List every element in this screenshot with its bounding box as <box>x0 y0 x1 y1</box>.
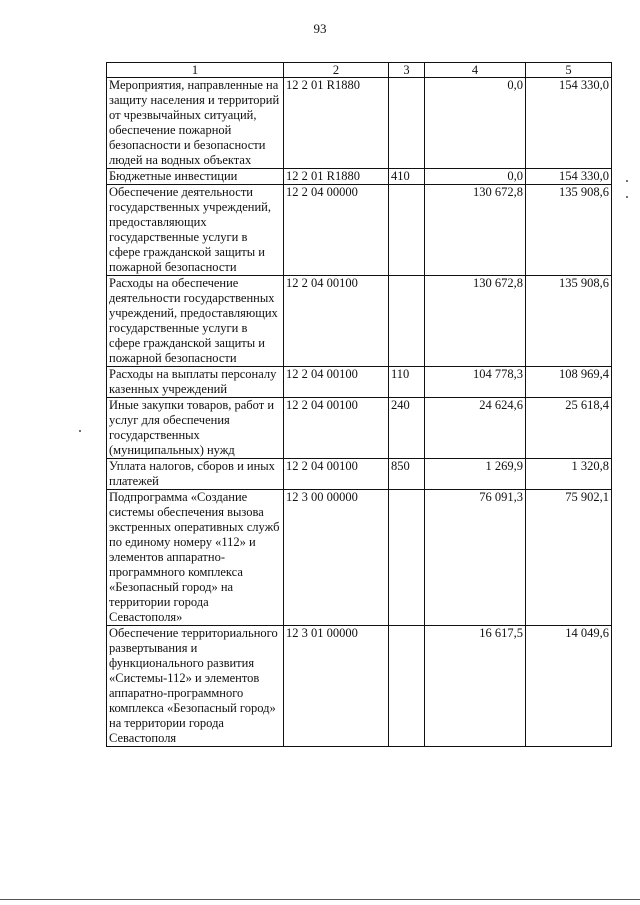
row-value-5: 14 049,6 <box>526 626 612 747</box>
page-number: 93 <box>313 21 327 36</box>
row-expense-type <box>389 276 425 367</box>
column-header-value-5: 5 <box>526 63 612 78</box>
row-value-5: 75 902,1 <box>526 490 612 626</box>
row-value-4: 16 617,5 <box>425 626 526 747</box>
table-row <box>107 490 612 626</box>
table-row <box>107 367 612 398</box>
row-expense-type: 410 <box>389 169 425 185</box>
row-name: Бюджетные инвестиции <box>107 169 284 185</box>
row-expense-type: 240 <box>389 398 425 459</box>
table-row <box>107 185 612 276</box>
scan-edge-line <box>0 899 640 900</box>
row-expense-type: 850 <box>389 459 425 490</box>
row-value-5: 25 618,4 <box>526 398 612 459</box>
row-expense-type <box>389 490 425 626</box>
scan-speck <box>79 430 81 432</box>
table-header-row <box>107 63 612 78</box>
row-code: 12 3 01 00000 <box>284 626 389 747</box>
row-name: Расходы на выплаты персоналу казенных учреждений <box>107 367 284 398</box>
column-header-name: 1 <box>107 63 284 78</box>
row-value-5: 108 969,4 <box>526 367 612 398</box>
row-value-5: 135 908,6 <box>526 276 612 367</box>
column-header-type: 3 <box>389 63 425 78</box>
row-code: 12 2 04 00100 <box>284 367 389 398</box>
table-row <box>107 398 612 459</box>
row-value-5: 135 908,6 <box>526 185 612 276</box>
row-code: 12 2 01 R1880 <box>284 78 389 169</box>
row-name: Обеспечение территориального развертывания и функционального развития «Системы-112» и элементов аппаратно-программного комплекса «Безопасный город» на территории города Севастополя <box>107 626 284 747</box>
table-row <box>107 169 612 185</box>
row-value-4: 0,0 <box>425 78 526 169</box>
row-expense-type: 110 <box>389 367 425 398</box>
row-value-4: 104 778,3 <box>425 367 526 398</box>
row-expense-type <box>389 185 425 276</box>
row-name: Уплата налогов, сборов и иных платежей <box>107 459 284 490</box>
row-value-5: 1 320,8 <box>526 459 612 490</box>
row-code: 12 2 04 00000 <box>284 185 389 276</box>
column-header-value-4: 4 <box>425 63 526 78</box>
row-value-4: 1 269,9 <box>425 459 526 490</box>
row-code: 12 2 04 00100 <box>284 398 389 459</box>
row-value-4: 24 624,6 <box>425 398 526 459</box>
row-code: 12 3 00 00000 <box>284 490 389 626</box>
scan-speck <box>626 196 628 198</box>
row-value-4: 130 672,8 <box>425 185 526 276</box>
row-name: Иные закупки товаров, работ и услуг для обеспечения государственных (муниципальных) нужд <box>107 398 284 459</box>
row-value-4: 130 672,8 <box>425 276 526 367</box>
row-name: Расходы на обеспечение деятельности государственных учреждений, предоставляющих государственные услуги в сфере гражданской защиты и пожарной безопасности <box>107 276 284 367</box>
row-value-4: 76 091,3 <box>425 490 526 626</box>
row-name: Подпрограмма «Создание системы обеспечения вызова экстренных оперативных служб по единому номеру «112» и элементов аппаратно-программного комплекса «Безопасный город» на территории города Севастополя» <box>107 490 284 626</box>
table-row <box>107 626 612 747</box>
table-row <box>107 276 612 367</box>
row-expense-type <box>389 626 425 747</box>
row-code: 12 2 01 R1880 <box>284 169 389 185</box>
row-code: 12 2 04 00100 <box>284 459 389 490</box>
row-value-5: 154 330,0 <box>526 78 612 169</box>
row-value-5: 154 330,0 <box>526 169 612 185</box>
budget-table <box>106 62 612 747</box>
scan-speck <box>626 180 628 182</box>
column-header-code: 2 <box>284 63 389 78</box>
row-name: Обеспечение деятельности государственных учреждений, предоставляющих государственные услуги в сфере гражданской защиты и пожарной безопасности <box>107 185 284 276</box>
table-row <box>107 459 612 490</box>
row-name: Мероприятия, направленные на защиту населения и территорий от чрезвычайных ситуаций, обеспечение пожарной безопасности и безопасности людей на водных объектах <box>107 78 284 169</box>
table-row <box>107 78 612 169</box>
row-expense-type <box>389 78 425 169</box>
row-value-4: 0,0 <box>425 169 526 185</box>
row-code: 12 2 04 00100 <box>284 276 389 367</box>
